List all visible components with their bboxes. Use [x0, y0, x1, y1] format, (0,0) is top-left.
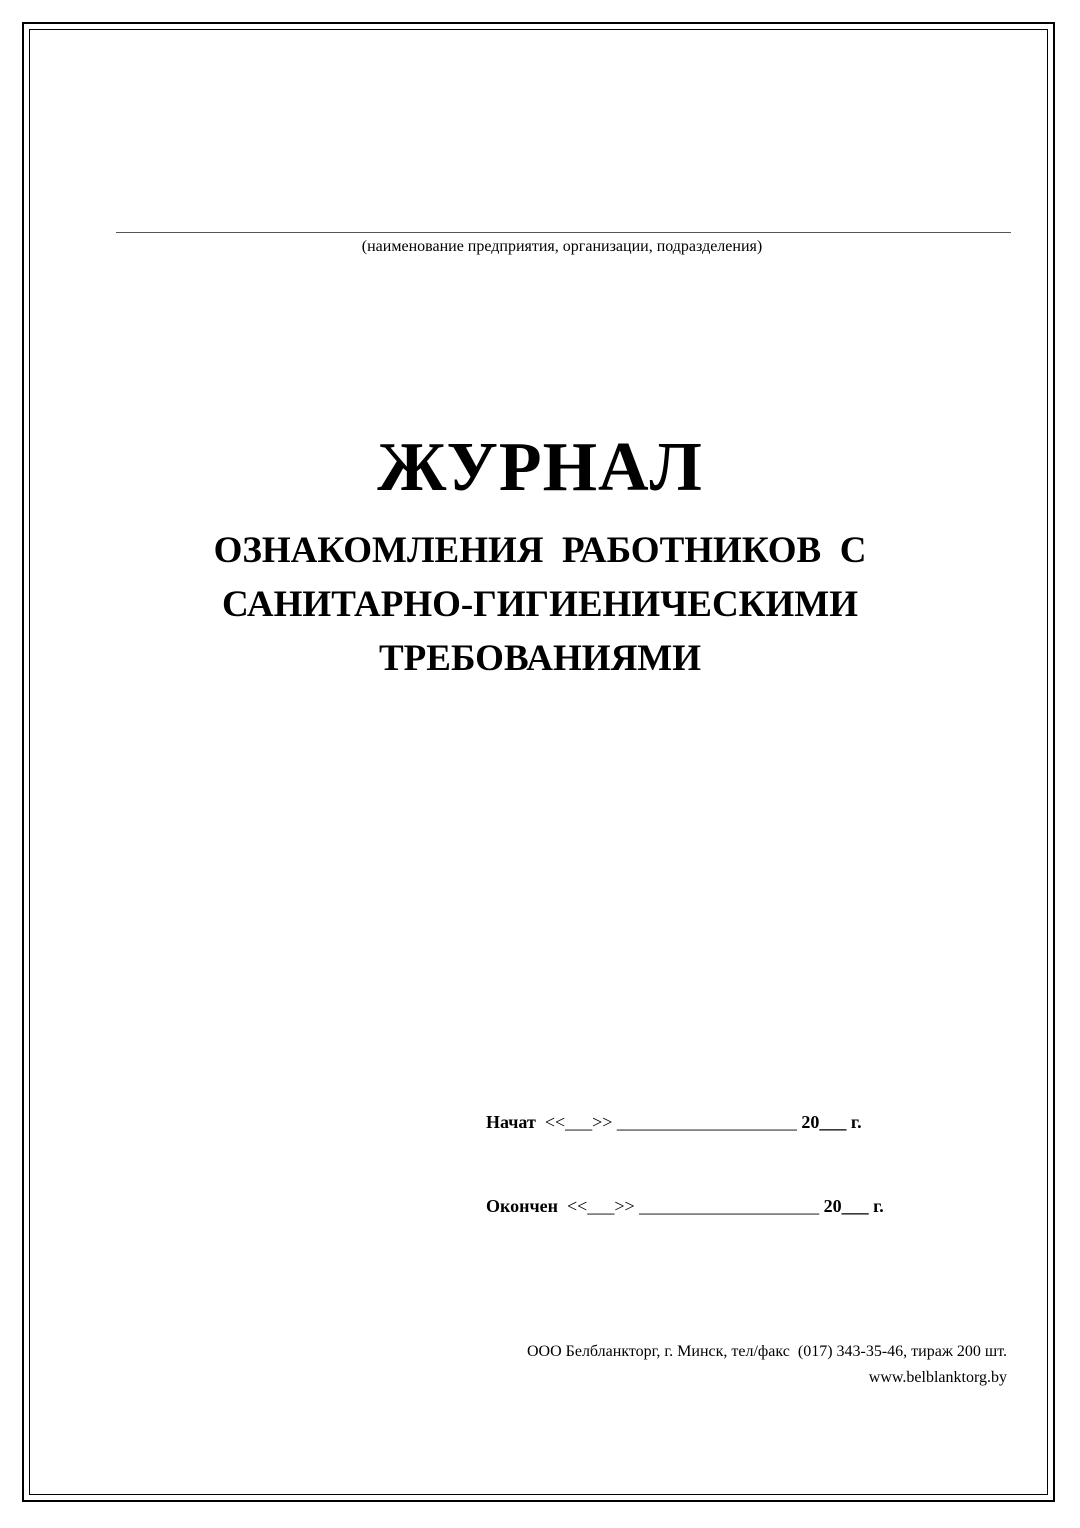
document-subtitle	[0, 524, 1080, 686]
end-date-year: 20___ г.	[823, 1196, 884, 1216]
organization-name-line[interactable]	[116, 232, 1011, 233]
publisher-website: www.belblanktorg.by	[868, 1369, 1007, 1386]
subtitle-line-3: ТРЕБОВАНИЯМИ	[379, 638, 701, 679]
subtitle-line-1: ОЗНАКОМЛЕНИЯ РАБОТНИКОВ С	[213, 530, 867, 571]
publisher-info: ООО Белбланкторг, г. Минск, тел/факс (017) 343-35-46, тираж 200 шт.	[526, 1343, 1007, 1360]
start-date-year: 20___ г.	[801, 1112, 862, 1132]
start-date-field[interactable]	[486, 1112, 862, 1133]
organization-caption: (наименование предприятия, организации, подразделения)	[361, 238, 763, 255]
document-title: ЖУРНАЛ	[377, 429, 703, 506]
start-date-blank[interactable]: <<___>> ____________________	[535, 1112, 802, 1132]
subtitle-line-2: САНИТАРНО-ГИГИЕНИЧЕСКИМИ	[222, 584, 858, 625]
start-date-label: Начат	[486, 1112, 536, 1132]
end-date-label: Окончен	[486, 1196, 559, 1216]
end-date-blank[interactable]: <<___>> ____________________	[558, 1196, 824, 1216]
end-date-field[interactable]	[486, 1196, 884, 1217]
